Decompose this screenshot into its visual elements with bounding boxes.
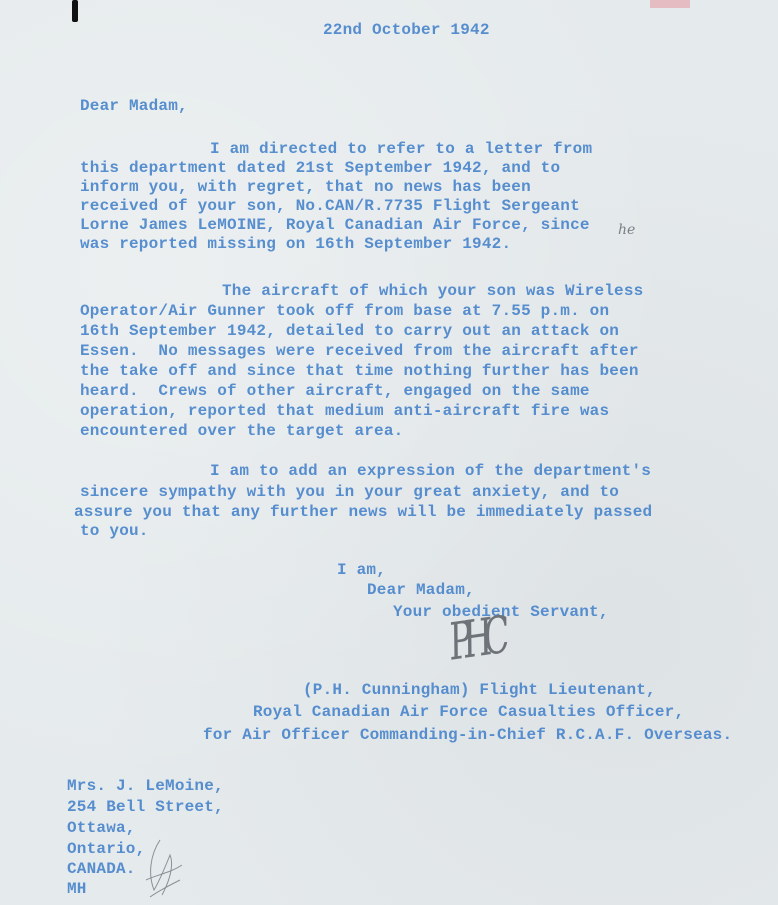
text-line: sincere sympathy with you in your great anxiety, and to (80, 483, 620, 501)
address-line: Mrs. J. LeMoine, (67, 777, 224, 795)
text-line: The aircraft of which your son was Wireless (222, 282, 644, 300)
text-line: I am to add an expression of the department's (210, 462, 652, 480)
text-line: I am directed to refer to a letter from (210, 140, 593, 158)
address-line: Ontario, (67, 840, 146, 858)
closing-line: I am, (337, 561, 387, 579)
text-line: Operator/Air Gunner took off from base at 7.55 p.m. on (80, 302, 610, 320)
text-line: inform you, with regret, that no news has been (80, 178, 531, 196)
text-line: to you. (80, 522, 149, 540)
text-line: 16th September 1942, detailed to carry out an attack on (80, 322, 620, 340)
scan-artifact-red (650, 0, 690, 8)
address-line: CANADA. (67, 860, 136, 878)
address-line: Ottawa, (67, 819, 136, 837)
closing-line: Your obedient Servant, (393, 603, 609, 621)
text-line: Lorne James LeMOINE, Royal Canadian Air Force, since (80, 216, 590, 234)
address-line: 254 Bell Street, (67, 798, 224, 816)
signatory-line: for Air Officer Commanding-in-Chief R.C.A.F. Overseas. (203, 726, 733, 744)
typist-initials: MH (67, 880, 87, 898)
text-line: encountered over the target area. (80, 422, 404, 440)
text-line: heard. Crews of other aircraft, engaged on the same (80, 382, 590, 400)
salutation: Dear Madam, (80, 97, 188, 115)
signature: PHC (445, 606, 505, 673)
pencil-scribble (140, 835, 190, 905)
text-line: assure you that any further news will be immediately passed (74, 503, 653, 521)
text-line: this department dated 21st September 1942, and to (80, 159, 561, 177)
closing-line: Dear Madam, (367, 581, 475, 599)
text-line: Essen. No messages were received from the aircraft after (80, 342, 639, 360)
margin-note: he (618, 222, 636, 238)
text-line: operation, reported that medium anti-aircraft fire was (80, 402, 610, 420)
text-line: the take off and since that time nothing further has been (80, 362, 639, 380)
signatory-line: Royal Canadian Air Force Casualties Officer, (253, 703, 685, 721)
text-line: received of your son, No.CAN/R.7735 Flight Sergeant (80, 197, 580, 215)
text-line: was reported missing on 16th September 1942. (80, 235, 512, 253)
letter-date: 22nd October 1942 (323, 21, 490, 39)
signatory-line: (P.H. Cunningham) Flight Lieutenant, (303, 681, 656, 699)
scan-artifact (72, 0, 78, 22)
